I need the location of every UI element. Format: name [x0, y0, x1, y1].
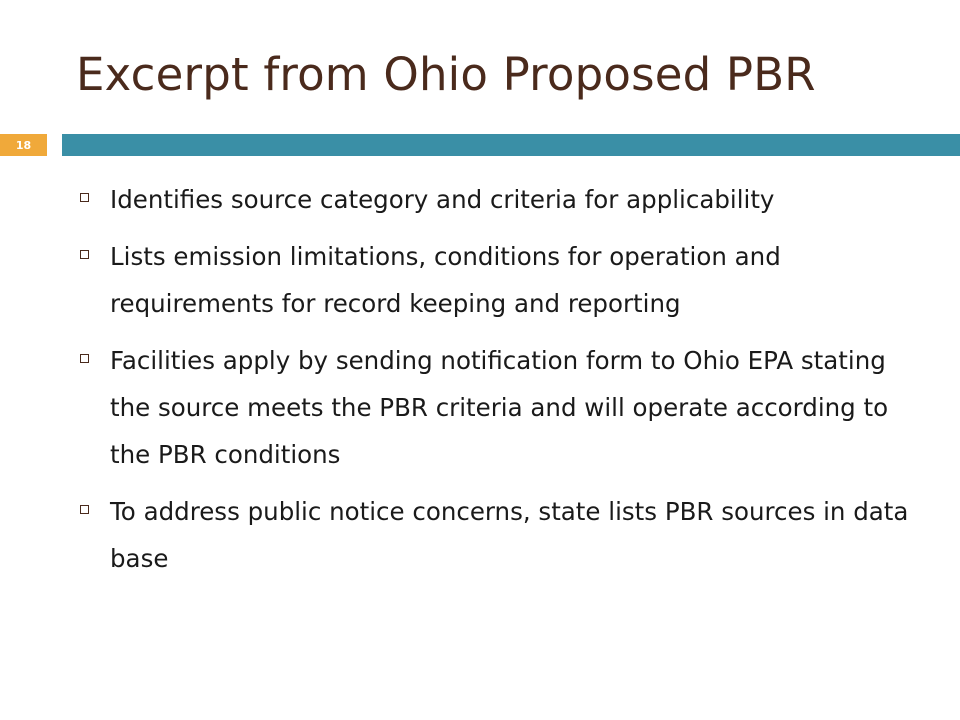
- hollow-square-bullet-icon: [80, 250, 89, 259]
- bullet-item: [72, 337, 922, 478]
- hollow-square-bullet-icon: [80, 505, 89, 514]
- bullet-text: Lists emission limitations, conditions for operation and requirements for record keeping and reporting: [110, 242, 781, 318]
- bullet-text: Facilities apply by sending notification form to Ohio EPA stating the source meets the PBR criteria and will operate according to the PBR conditions: [110, 346, 889, 469]
- bullet-text: Identifies source category and criteria for applicability: [110, 185, 775, 214]
- header-accent-bar: [62, 134, 960, 156]
- bullet-item: [72, 233, 922, 327]
- bullet-text: To address public notice concerns, state lists PBR sources in data base: [110, 497, 909, 573]
- bullet-item: [72, 488, 922, 582]
- slide-title: Excerpt from Ohio Proposed PBR: [76, 48, 816, 101]
- hollow-square-bullet-icon: [80, 193, 89, 202]
- bullet-item: [72, 176, 922, 223]
- bullet-list: [72, 176, 922, 592]
- hollow-square-bullet-icon: [80, 354, 89, 363]
- slide-number: 18: [0, 134, 47, 156]
